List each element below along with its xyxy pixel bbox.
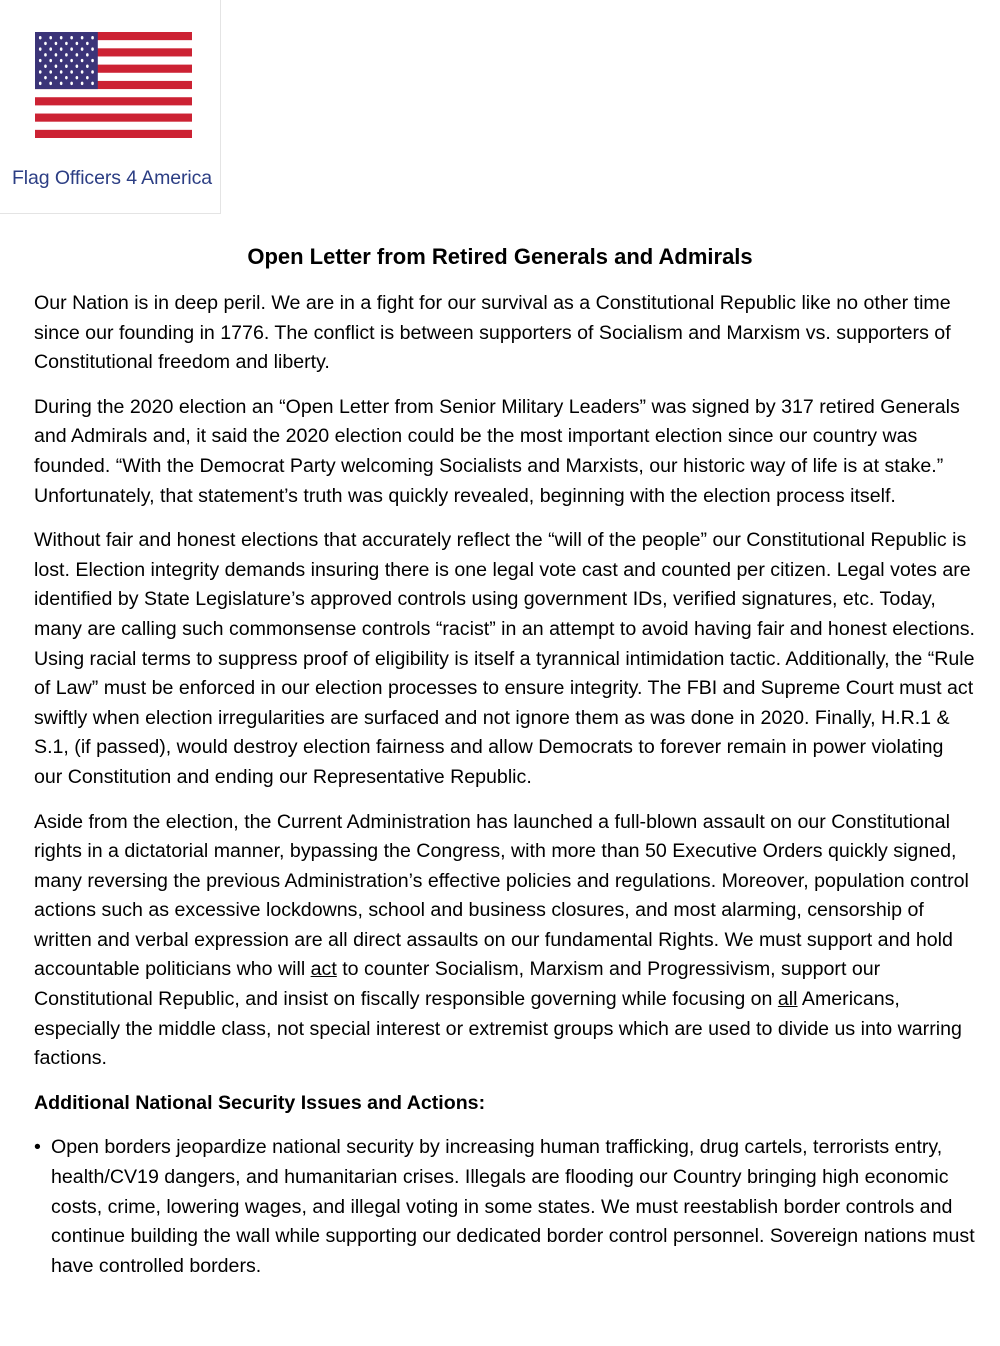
- flag-star: [81, 59, 84, 62]
- flag-star: [60, 47, 63, 50]
- flag-star: [49, 70, 52, 73]
- flag-star: [76, 53, 79, 56]
- flag-stripe: [35, 114, 192, 122]
- flag-star: [55, 76, 58, 79]
- flag-star: [76, 65, 79, 68]
- flag-star: [44, 53, 47, 56]
- flag-star: [55, 53, 58, 56]
- flag-star: [65, 76, 68, 79]
- flag-star: [65, 65, 68, 68]
- emphasis-underline: all: [777, 988, 798, 1011]
- flag-stripe: [35, 130, 192, 138]
- flag-canton: [35, 32, 98, 89]
- flag-star: [55, 42, 58, 45]
- paragraph: During the 2020 election an “Open Letter from Senior Military Leaders” was signed by 317 retired Generals and Admirals and, it said the 2020 election could be the most important election since our country was founded. “With the Democrat Party welcoming Socialists and Marxists, our historic way of life is at stake.” Unfortunately, that statement’s truth was quickly revealed, beginning with the election process itself.: [34, 395, 960, 507]
- paragraph: [34, 808, 976, 1074]
- letter-body: [34, 289, 976, 1281]
- flag-star: [81, 36, 84, 39]
- flag-star: [86, 65, 89, 68]
- flag-star: [60, 59, 63, 62]
- bullet-icon: •: [34, 1136, 41, 1159]
- bullet-list: [34, 1133, 976, 1281]
- flag-star: [39, 36, 42, 39]
- flag-star: [65, 42, 68, 45]
- us-flag-icon: [35, 32, 192, 138]
- paragraph-text: Americans, especially the middle class, not special interest or extremist groups which are used to divide us into warring factions.: [34, 988, 962, 1070]
- flag-star: [49, 47, 52, 50]
- flag-star: [91, 82, 94, 85]
- flag-star: [70, 36, 73, 39]
- paragraph: Without fair and honest elections that accurately reflect the “will of the people” our Constitutional Republic is lost. Election integrity demands insuring there is one legal vote cast and counted per citizen. Legal votes are identified by State Legislature’s approved controls using government IDs, verified signatures, etc. Today, many are calling such commonsense controls “racist” in an attempt to avoid having fair and honest elections. Using racial terms to suppress proof of eligibility is itself a tyrannical intimidation tactic. Additionally, the “Rule of Law” must be enforced in our election processes to ensure integrity. The FBI and Supreme Court must act swiftly when election irregularities are surfaced and not ignore them as was done in 2020. Finally, H.R.1 & S.1, (if passed), would destroy election fairness and allow Democrats to forever remain in power violating our Constitution and ending our Representative Republic.: [34, 529, 975, 788]
- section-subheading: Additional National Security Issues and Actions:: [34, 1091, 486, 1114]
- flag-star: [81, 70, 84, 73]
- flag-star: [91, 70, 94, 73]
- flag-star: [81, 82, 84, 85]
- paragraph: Our Nation is in deep peril. We are in a fight for our survival as a Constitutional Republic like no other time since our founding in 1776. The conflict is between supporters of Socialism and Marxism vs. supporters of Constitutional freedom and liberty.: [34, 292, 951, 374]
- flag-star: [76, 42, 79, 45]
- flag-star: [70, 82, 73, 85]
- paragraph-text: to counter Socialism, Marxism and Progressivism, support our Constitutional Republic, and insist on fiscally responsible governing while focusing on: [34, 958, 881, 1011]
- flag-star: [86, 42, 89, 45]
- flag-star: [55, 65, 58, 68]
- flag-star: [49, 82, 52, 85]
- flag-star: [86, 53, 89, 56]
- letterhead: [0, 0, 221, 214]
- flag-star: [49, 36, 52, 39]
- list-item-text: Open borders jeopardize national security by increasing human trafficking, drug cartels, terrorists entry, health/CV19 dangers, and humanitarian crises. Illegals are flooding our Country bringing high economic costs, crime, lowering wages, and illegal voting in some states. We must reestablish border controls and continue building the wall while supporting our dedicated border control personnel. Sovereign nations must have controlled borders.: [51, 1136, 975, 1277]
- document-title: Open Letter from Retired Generals and Admirals: [247, 244, 753, 269]
- flag-star: [39, 70, 42, 73]
- flag-star: [39, 59, 42, 62]
- flag-star: [39, 82, 42, 85]
- flag-star: [86, 76, 89, 79]
- flag-star: [70, 70, 73, 73]
- flag-star: [60, 82, 63, 85]
- flag-star: [70, 59, 73, 62]
- flag-star: [91, 47, 94, 50]
- flag-star: [44, 42, 47, 45]
- flag-star: [39, 47, 42, 50]
- flag-star: [49, 59, 52, 62]
- list-item: [34, 1133, 976, 1281]
- flag-stripe: [35, 97, 192, 105]
- flag-star: [91, 59, 94, 62]
- flag-star: [81, 47, 84, 50]
- organization-name: Flag Officers 4 America: [12, 167, 212, 189]
- flag-star: [91, 36, 94, 39]
- flag-star: [70, 47, 73, 50]
- flag-star: [44, 65, 47, 68]
- flag-star: [60, 36, 63, 39]
- paragraph-text: Aside from the election, the Current Administration has launched a full-blown assault on our Constitutional rights in a dictatorial manner, bypassing the Congress, with more than 50 Executive Orders quickly signed, many reversing the previous Administration’s effective policies and regulations. Moreover, population control actions such as excessive lockdowns, school and business closures, and most alarming, censorship of written and verbal expression are all direct assaults on our fundamental Rights. We must support and hold accountable politicians who will: [34, 810, 969, 981]
- flag-star: [76, 76, 79, 79]
- flag-star: [44, 76, 47, 79]
- emphasis-underline: act: [310, 958, 337, 981]
- flag-star: [65, 53, 68, 56]
- flag-star: [60, 70, 63, 73]
